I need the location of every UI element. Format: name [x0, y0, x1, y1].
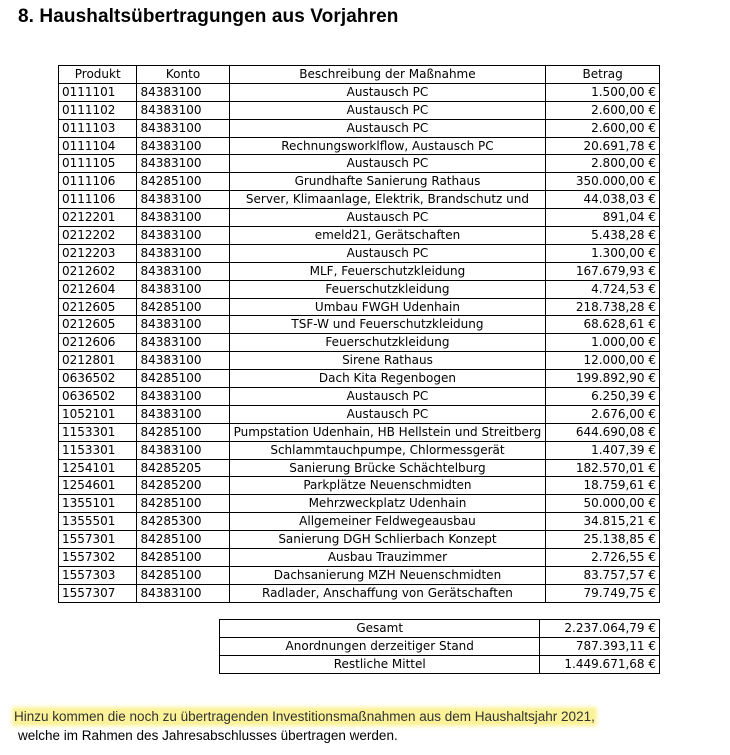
column-header-konto: Konto — [137, 66, 229, 84]
transfers-table — [58, 65, 660, 603]
cell-beschreibung: Sanierung DGH Schlierbach Konzept — [229, 531, 546, 549]
cell-betrag: 891,04 € — [546, 209, 660, 227]
cell-beschreibung: Parkplätze Neuenschmidten — [229, 477, 546, 495]
cell-betrag: 1.300,00 € — [546, 244, 660, 262]
cell-betrag: 5.438,28 € — [546, 227, 660, 245]
cell-produkt: 0111101 — [59, 83, 137, 101]
cell-betrag: 1.000,00 € — [546, 334, 660, 352]
cell-produkt: 0212202 — [59, 227, 137, 245]
cell-produkt: 0212604 — [59, 280, 137, 298]
cell-konto: 84383100 — [137, 209, 229, 227]
cell-produkt: 0111106 — [59, 191, 137, 209]
cell-produkt: 1153301 — [59, 441, 137, 459]
cell-konto: 84285100 — [137, 495, 229, 513]
cell-beschreibung: Server, Klimaanlage, Elektrik, Brandschutz und — [229, 191, 546, 209]
summary-label: Gesamt — [220, 620, 540, 638]
footnote — [14, 707, 595, 745]
table-row — [59, 423, 660, 441]
column-header-betrag: Betrag — [546, 66, 660, 84]
cell-produkt: 1254601 — [59, 477, 137, 495]
cell-produkt: 1355501 — [59, 513, 137, 531]
cell-betrag: 4.724,53 € — [546, 280, 660, 298]
cell-beschreibung: Austausch PC — [229, 388, 546, 406]
cell-betrag: 6.250,39 € — [546, 388, 660, 406]
cell-konto: 84285100 — [137, 423, 229, 441]
table-row — [59, 531, 660, 549]
cell-produkt: 1557307 — [59, 584, 137, 602]
cell-produkt: 0111103 — [59, 119, 137, 137]
cell-betrag: 218.738,28 € — [546, 298, 660, 316]
table-row — [59, 388, 660, 406]
column-header-produkt: Produkt — [59, 66, 137, 84]
cell-beschreibung: TSF-W und Feuerschutzkleidung — [229, 316, 546, 334]
cell-produkt: 0111106 — [59, 173, 137, 191]
table-row — [59, 101, 660, 119]
cell-betrag: 25.138,85 € — [546, 531, 660, 549]
cell-beschreibung: Sanierung Brücke Schächtelburg — [229, 459, 546, 477]
table-row — [59, 209, 660, 227]
cell-betrag: 2.800,00 € — [546, 155, 660, 173]
cell-beschreibung: Dach Kita Regenbogen — [229, 370, 546, 388]
cell-produkt: 0212203 — [59, 244, 137, 262]
cell-beschreibung: Schlammtauchpumpe, Chlormessgerät — [229, 441, 546, 459]
cell-betrag: 1.500,00 € — [546, 83, 660, 101]
cell-beschreibung: Feuerschutzkleidung — [229, 280, 546, 298]
table-row — [59, 584, 660, 602]
page-title: 8. Haushaltsübertragungen aus Vorjahren — [18, 6, 399, 27]
table-row — [59, 155, 660, 173]
table-row — [59, 227, 660, 245]
summary-value: 1.449.671,68 € — [540, 655, 660, 673]
cell-konto: 84383100 — [137, 191, 229, 209]
table-row — [59, 173, 660, 191]
cell-konto: 84383100 — [137, 227, 229, 245]
cell-beschreibung: Ausbau Trauzimmer — [229, 549, 546, 567]
cell-produkt: 0212201 — [59, 209, 137, 227]
summary-label: Anordnungen derzeitiger Stand — [220, 637, 540, 655]
cell-beschreibung: Radlader, Anschaffung von Gerätschaften — [229, 584, 546, 602]
cell-produkt: 1052101 — [59, 405, 137, 423]
cell-beschreibung: Austausch PC — [229, 244, 546, 262]
cell-konto: 84383100 — [137, 137, 229, 155]
cell-konto: 84383100 — [137, 244, 229, 262]
cell-beschreibung: Pumpstation Udenhain, HB Hellstein und Streitberg — [229, 423, 546, 441]
table-row — [59, 334, 660, 352]
cell-konto: 84383100 — [137, 334, 229, 352]
cell-betrag: 79.749,75 € — [546, 584, 660, 602]
cell-konto: 84383100 — [137, 280, 229, 298]
cell-beschreibung: Austausch PC — [229, 155, 546, 173]
cell-konto: 84285100 — [137, 298, 229, 316]
cell-betrag: 199.892,90 € — [546, 370, 660, 388]
column-header-beschreibung: Beschreibung der Maßnahme — [229, 66, 546, 84]
cell-produkt: 1557303 — [59, 566, 137, 584]
table-row — [59, 370, 660, 388]
table-row — [59, 549, 660, 567]
cell-betrag: 2.600,00 € — [546, 119, 660, 137]
cell-betrag: 2.726,55 € — [546, 549, 660, 567]
cell-produkt: 0636502 — [59, 370, 137, 388]
cell-beschreibung: Rechnungsworklflow, Austausch PC — [229, 137, 546, 155]
summary-row-gesamt — [220, 620, 660, 638]
cell-beschreibung: Austausch PC — [229, 405, 546, 423]
table-row — [59, 513, 660, 531]
table-row — [59, 441, 660, 459]
table-row — [59, 244, 660, 262]
table-row — [59, 137, 660, 155]
cell-betrag: 20.691,78 € — [546, 137, 660, 155]
table-row — [59, 405, 660, 423]
cell-konto: 84285200 — [137, 477, 229, 495]
cell-betrag: 83.757,57 € — [546, 566, 660, 584]
cell-beschreibung: Sirene Rathaus — [229, 352, 546, 370]
cell-konto: 84285100 — [137, 549, 229, 567]
cell-konto: 84383100 — [137, 405, 229, 423]
summary-value: 2.237.064,79 € — [540, 620, 660, 638]
table-row — [59, 191, 660, 209]
cell-produkt: 1153301 — [59, 423, 137, 441]
table-row — [59, 119, 660, 137]
cell-konto: 84285100 — [137, 531, 229, 549]
cell-betrag: 167.679,93 € — [546, 262, 660, 280]
cell-produkt: 1355101 — [59, 495, 137, 513]
cell-beschreibung: Austausch PC — [229, 83, 546, 101]
cell-beschreibung: Austausch PC — [229, 101, 546, 119]
cell-konto: 84383100 — [137, 262, 229, 280]
table-row — [59, 262, 660, 280]
cell-konto: 84285205 — [137, 459, 229, 477]
cell-konto: 84383100 — [137, 119, 229, 137]
cell-betrag: 50.000,00 € — [546, 495, 660, 513]
cell-konto: 84383100 — [137, 83, 229, 101]
cell-produkt: 1557302 — [59, 549, 137, 567]
highlighted-note-line: Hinzu kommen die noch zu übertragenden Investitionsmaßnahmen aus dem Haushaltsjahr 2021, — [14, 709, 595, 724]
table-row — [59, 566, 660, 584]
cell-betrag: 2.600,00 € — [546, 101, 660, 119]
cell-produkt: 0111102 — [59, 101, 137, 119]
table-row — [59, 459, 660, 477]
table-row — [59, 316, 660, 334]
cell-betrag: 34.815,21 € — [546, 513, 660, 531]
table-row — [59, 477, 660, 495]
cell-beschreibung: Dachsanierung MZH Neuenschmidten — [229, 566, 546, 584]
cell-betrag: 12.000,00 € — [546, 352, 660, 370]
table-row — [59, 280, 660, 298]
cell-konto: 84285100 — [137, 173, 229, 191]
note-line: welche im Rahmen des Jahresabschlusses übertragen werden. — [18, 728, 398, 743]
cell-betrag: 2.676,00 € — [546, 405, 660, 423]
cell-produkt: 1557301 — [59, 531, 137, 549]
cell-beschreibung: Mehrzweckplatz Udenhain — [229, 495, 546, 513]
cell-produkt: 0212605 — [59, 298, 137, 316]
cell-konto: 84383100 — [137, 584, 229, 602]
cell-konto: 84285100 — [137, 566, 229, 584]
cell-betrag: 68.628,61 € — [546, 316, 660, 334]
summary-table — [219, 619, 660, 674]
summary-value: 787.393,11 € — [540, 637, 660, 655]
table-row — [59, 495, 660, 513]
cell-konto: 84383100 — [137, 155, 229, 173]
cell-beschreibung: Allgemeiner Feldwegeausbau — [229, 513, 546, 531]
cell-beschreibung: Austausch PC — [229, 209, 546, 227]
cell-betrag: 44.038,03 € — [546, 191, 660, 209]
cell-konto: 84285300 — [137, 513, 229, 531]
cell-produkt: 0111104 — [59, 137, 137, 155]
summary-row-anordnungen — [220, 637, 660, 655]
table-row — [59, 298, 660, 316]
cell-beschreibung: emeld21, Gerätschaften — [229, 227, 546, 245]
summary-row-restliche-mittel — [220, 655, 660, 673]
cell-produkt: 0212801 — [59, 352, 137, 370]
cell-produkt: 0212606 — [59, 334, 137, 352]
cell-produkt: 0212605 — [59, 316, 137, 334]
table-header-row — [59, 66, 660, 84]
cell-betrag: 1.407,39 € — [546, 441, 660, 459]
table-row — [59, 352, 660, 370]
cell-beschreibung: Austausch PC — [229, 119, 546, 137]
cell-konto: 84383100 — [137, 352, 229, 370]
table-row — [59, 83, 660, 101]
cell-konto: 84383100 — [137, 388, 229, 406]
cell-beschreibung: Umbau FWGH Udenhain — [229, 298, 546, 316]
cell-konto: 84383100 — [137, 316, 229, 334]
cell-betrag: 18.759,61 € — [546, 477, 660, 495]
cell-produkt: 1254101 — [59, 459, 137, 477]
summary-label: Restliche Mittel — [220, 655, 540, 673]
cell-beschreibung: Grundhafte Sanierung Rathaus — [229, 173, 546, 191]
cell-produkt: 0636502 — [59, 388, 137, 406]
cell-betrag: 644.690,08 € — [546, 423, 660, 441]
cell-konto: 84383100 — [137, 441, 229, 459]
cell-betrag: 350.000,00 € — [546, 173, 660, 191]
cell-produkt: 0212602 — [59, 262, 137, 280]
cell-konto: 84383100 — [137, 101, 229, 119]
cell-produkt: 0111105 — [59, 155, 137, 173]
cell-beschreibung: Feuerschutzkleidung — [229, 334, 546, 352]
cell-konto: 84285100 — [137, 370, 229, 388]
cell-betrag: 182.570,01 € — [546, 459, 660, 477]
table-body — [59, 83, 660, 602]
cell-beschreibung: MLF, Feuerschutzkleidung — [229, 262, 546, 280]
